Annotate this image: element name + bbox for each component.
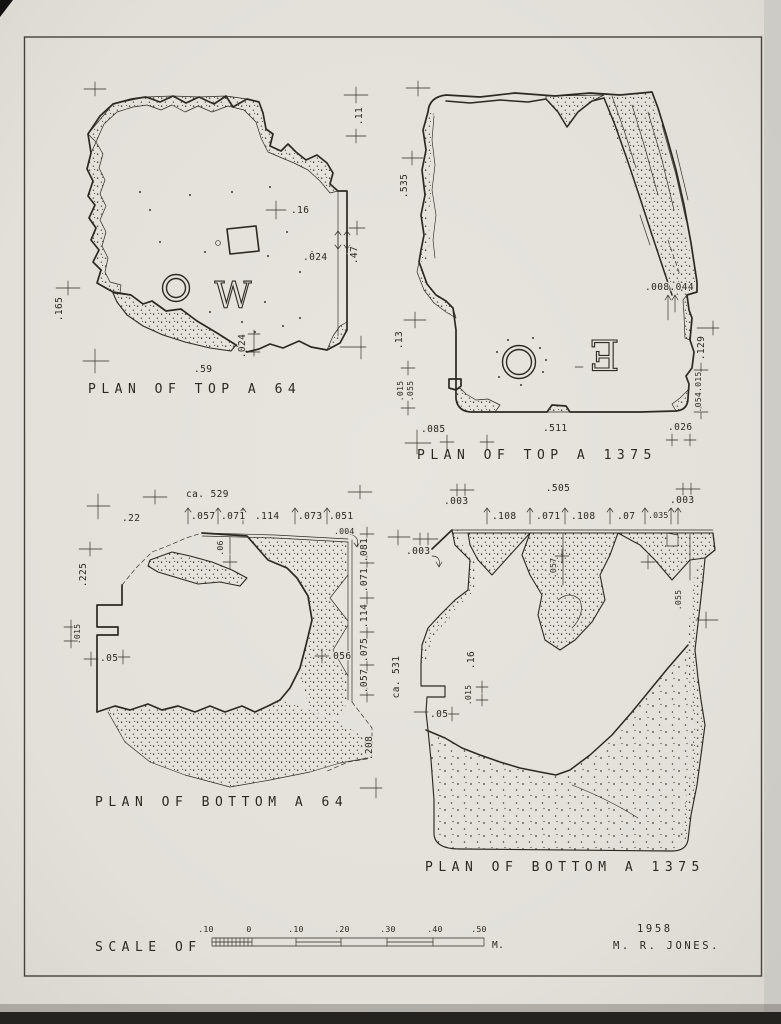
dim-label: .13 [394,330,405,350]
dim-label: .073 [298,511,323,522]
dim-label: .026 [668,422,693,433]
signature-year: 1958 [637,923,673,935]
scale-tick: .10 [198,924,214,934]
dim-label: .07 [617,511,636,522]
plan-title: PLAN OF BOTTOM A 64 [95,795,349,810]
dim-label: .05 [430,709,449,720]
dim-label: .071 [359,567,370,593]
dim-label: .051 [329,511,354,522]
dim-label: .081 [359,537,370,563]
scale-label: SCALE OF [95,940,202,955]
dim-label: .108 [492,511,517,522]
dim-label: .505 [545,483,571,494]
dim-label: .114 [255,511,280,522]
dim-label: .024 [303,252,328,263]
dim-label: .008.044 [645,282,694,293]
dim-label: .075 [359,637,370,663]
dim-label: .015 [463,684,473,706]
dim-label: ca. 531 [391,655,402,699]
dim-label: .16 [466,650,477,670]
dim-label: .071 [536,511,561,522]
dim-label: .085 [421,424,446,435]
dim-label: .003 [670,495,695,506]
dim-label: .47 [349,245,360,265]
dim-label: .535 [399,173,410,199]
scale-unit: M. [492,940,505,951]
dim-label: .035 [648,510,669,520]
signature-name: M. R. JONES. [613,940,721,952]
dim-label: .114 [359,603,370,629]
plan-title: PLAN OF TOP A 1375 [417,448,657,463]
dim-label: .024 [237,333,248,359]
dim-label: .59 [194,364,213,375]
dim-label: .108 [571,511,596,522]
dim-label: .11 [354,106,365,126]
dim-label: .165 [54,296,65,322]
dim-label: .003 [444,496,469,507]
dim-label: .003 [406,546,431,557]
dim-label: .22 [122,513,141,524]
dim-label: .055 [405,380,415,402]
scale-tick: .30 [380,924,396,934]
dim-label: .208 [364,735,375,761]
dim-label: .129 [696,335,707,361]
dim-label: .015 [72,623,82,645]
dim-label: .05 [100,653,119,664]
mason-mark-e: E [588,330,620,379]
dim-label: .06 [215,540,225,556]
dim-label: .057 [548,557,558,579]
plan-title: PLAN OF BOTTOM A 1375 [425,860,705,875]
dim-label: .071 [221,511,246,522]
dim-label: .055 [673,589,683,611]
dim-label: .057 [359,668,370,694]
photo-right-edge [764,0,781,1024]
plan-title: PLAN OF TOP A 64 [88,382,302,397]
dim-label: .015 [395,380,405,402]
scale-tick: .40 [427,924,443,934]
dim-label: .511 [543,423,568,434]
scale-tick: .10 [288,924,304,934]
photo-bottom-edge [0,1012,781,1024]
scale-tick: 0 [246,924,252,934]
dim-label: .054.015 [693,371,703,413]
dim-label: .057 [191,511,216,522]
dim-label: .225 [78,562,89,588]
scale-tick: .20 [334,924,350,934]
dim-label: ca. 529 [186,489,229,500]
scale-tick: .50 [471,924,487,934]
mason-mark-w: W [214,276,252,317]
dim-label: .056 [327,651,352,662]
dim-label: .004 [334,526,355,536]
dim-label: .16 [291,205,310,216]
